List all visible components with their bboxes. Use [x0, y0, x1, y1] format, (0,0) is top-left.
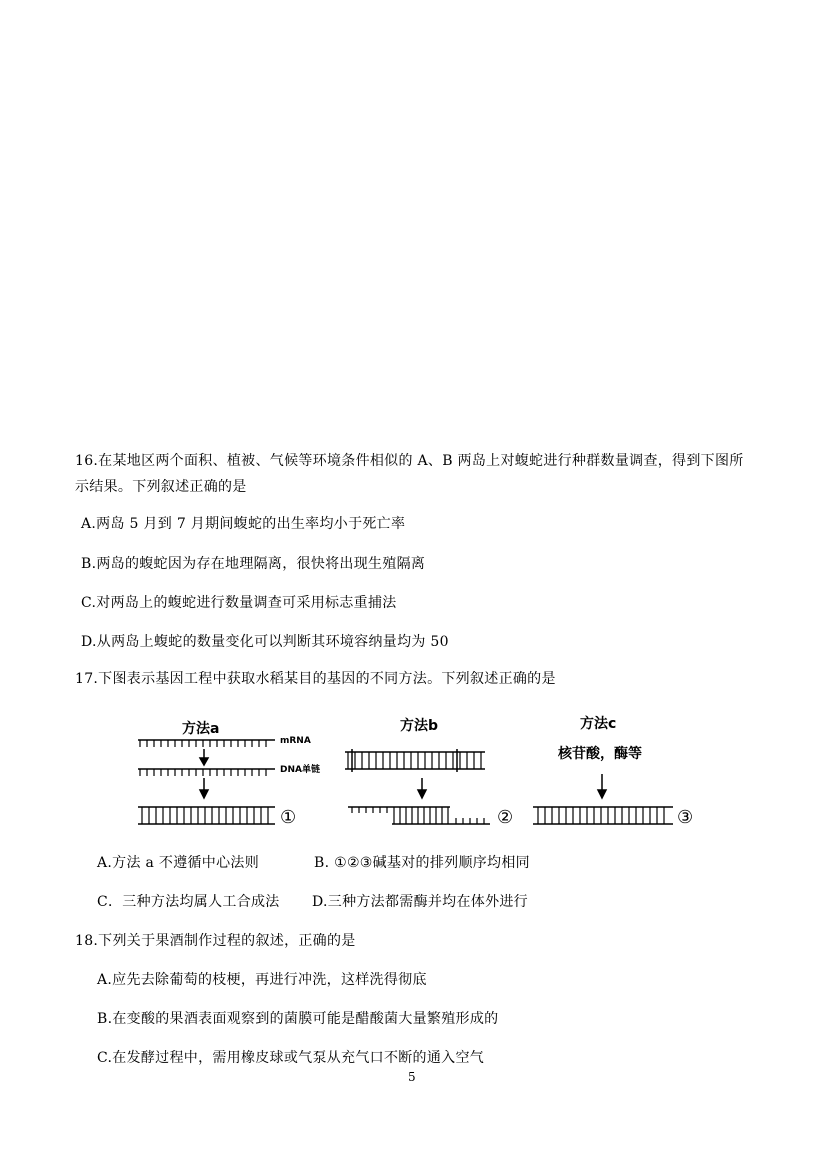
- q16-option-b: B.两岛的蝮蛇因为存在地理隔离，很快将出现生殖隔离: [81, 556, 426, 572]
- q17-options-row2: [97, 893, 528, 911]
- q17-option-d: D.三种方法都需酶并均在体外进行: [312, 894, 528, 910]
- result-1-label: ①: [280, 807, 297, 828]
- page-number: 5: [408, 1070, 416, 1084]
- method-c-title: 方法c: [580, 716, 617, 732]
- q18-stem: 18.下列关于果酒制作过程的叙述，正确的是: [75, 933, 356, 949]
- method-b-title: 方法b: [400, 718, 439, 734]
- result-3-label: ③: [677, 807, 694, 828]
- method-c-inputs: 核苷酸，酶等: [558, 746, 642, 762]
- q18-option-b: B.在变酸的果酒表面观察到的菌膜可能是醋酸菌大量繁殖形成的: [97, 1011, 499, 1027]
- q16-option-a: A.两岛 5 月到 7 月期间蝮蛇的出生率均小于死亡率: [81, 516, 406, 532]
- arrow-b: [418, 778, 426, 798]
- mrna-label: mRNA: [280, 736, 311, 746]
- q18-option-c: C.在发酵过程中，需用橡皮球或气泵从充气口不断的通入空气: [97, 1050, 485, 1066]
- double-strand-3: [533, 807, 673, 824]
- arrow-c: [598, 774, 606, 798]
- q17-option-b: B. ①②③碱基对的排列顺序均相同: [314, 855, 530, 871]
- method-a-title: 方法a: [182, 721, 220, 737]
- q17-option-c: C．三种方法均属人工合成法: [97, 894, 280, 910]
- mrna-strand: [138, 740, 275, 747]
- double-strand-1: [138, 807, 275, 824]
- arrow-a2: [200, 778, 208, 798]
- result-2-label: ②: [497, 807, 514, 828]
- dna-single-label: DNA单链: [280, 765, 320, 775]
- genome-dna-double: [345, 749, 485, 772]
- arrow-a1: [200, 749, 208, 765]
- double-strand-2: [348, 807, 490, 824]
- dna-single-strand: [138, 769, 275, 776]
- q17-option-a: A.方法 a 不遵循中心法则: [97, 855, 260, 871]
- q16-option-c: C.对两岛上的蝮蛇进行数量调查可采用标志重捕法: [81, 595, 397, 611]
- q16-option-d: D.从两岛上蝮蛇的数量变化可以判断其环境容纳量均为 50: [81, 634, 449, 650]
- q17-options-row1: [97, 854, 530, 872]
- q16-stem-line2: 示结果。下列叙述正确的是: [75, 479, 247, 495]
- q16-stem-line1: 16.在某地区两个面积、植被、气候等环境条件相似的 A、B 两岛上对蝮蛇进行种群数量调查，得到下图所: [75, 453, 744, 469]
- q17-gene-methods-figure: [130, 712, 710, 837]
- q17-stem: 17.下图表示基因工程中获取水稻某目的基因的不同方法。下列叙述正确的是: [75, 671, 556, 687]
- q18-option-a: A.应先去除葡萄的枝梗，再进行冲洗，这样洗得彻底: [97, 972, 427, 988]
